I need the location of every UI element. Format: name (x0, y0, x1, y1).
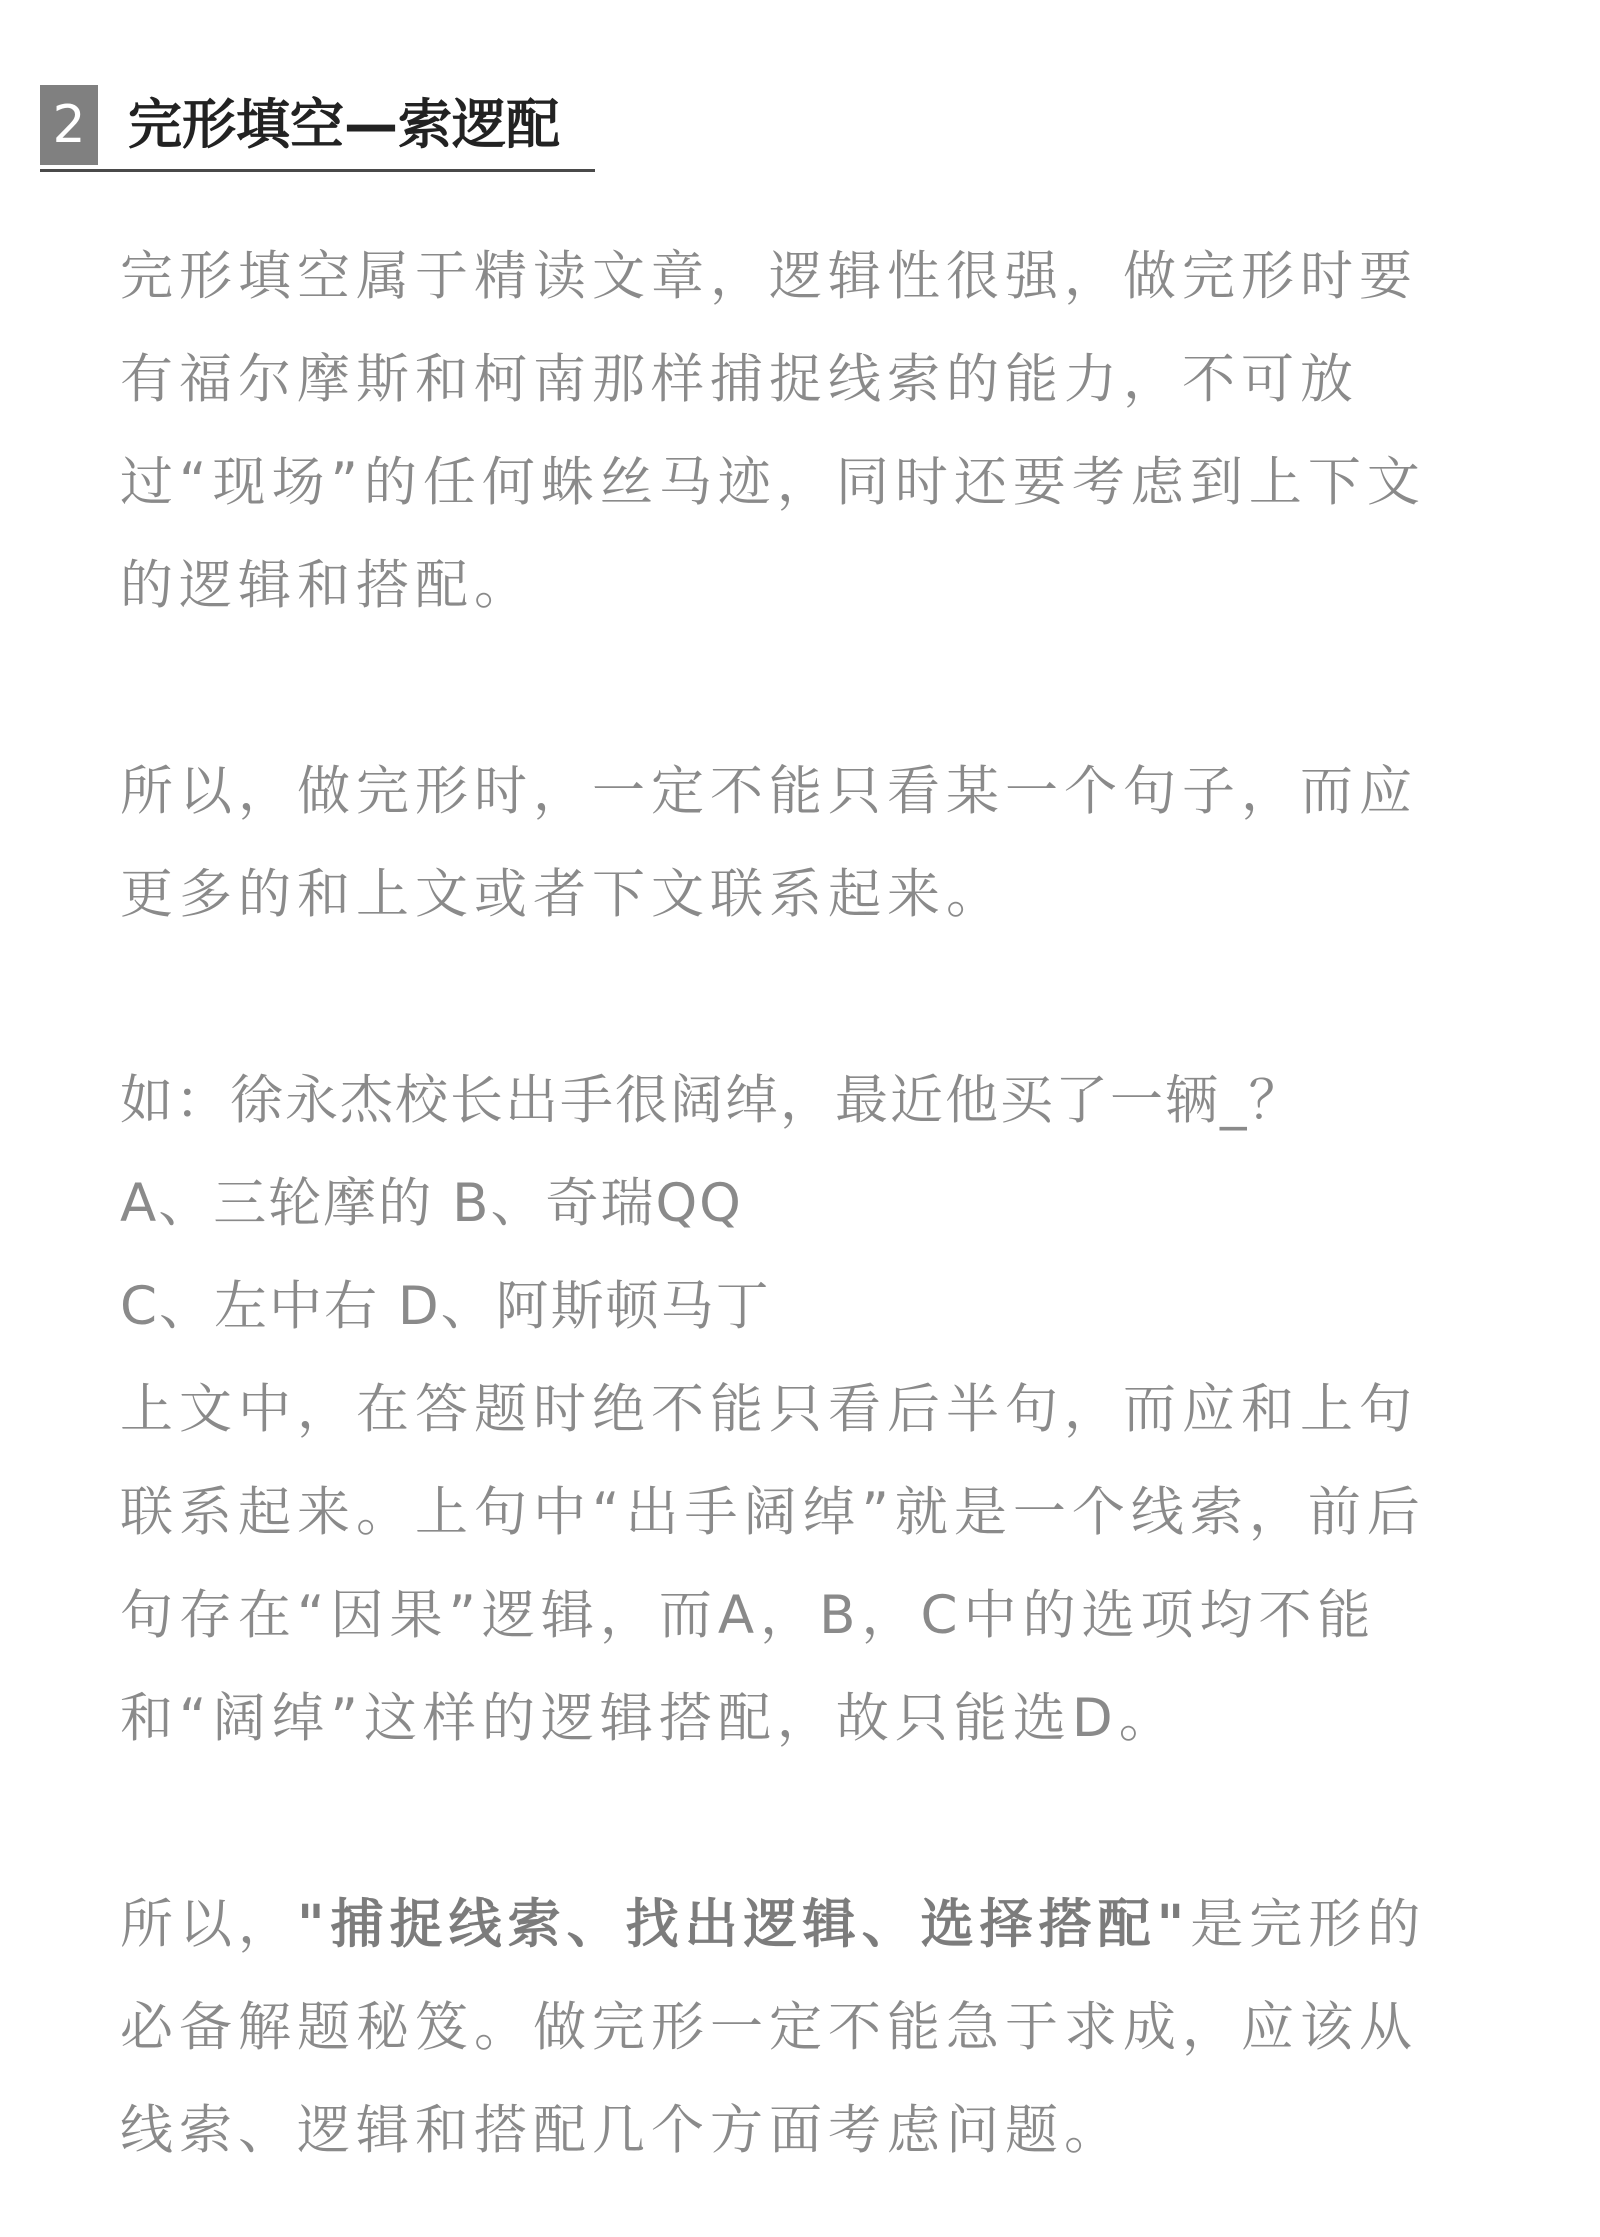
text-line: 所以，做完形时，一定不能只看某一个句子，而应 (120, 761, 1418, 822)
section-number-badge: 2 (40, 85, 98, 165)
paragraph-example (120, 1049, 1475, 1770)
paragraph-spacer (120, 637, 1475, 740)
paragraph-advice (120, 740, 1475, 946)
text-line: 和“阔绰”这样的逻辑搭配，故只能选D。 (120, 1688, 1178, 1749)
paragraph-intro (120, 225, 1475, 637)
example-options-ab: A、三轮摩的 B、奇瑞QQ (120, 1173, 743, 1234)
text-line: 线索、逻辑和搭配几个方面考虑问题。 (120, 2100, 1123, 2161)
text-line: 更多的和上文或者下文联系起来。 (120, 864, 1005, 925)
conclusion-suffix: 是完形的 (1190, 1894, 1427, 1955)
text-line: 完形填空属于精读文章，逻辑性很强，做完形时要 (120, 246, 1418, 307)
section-title-underline (40, 169, 595, 172)
text-line: 联系起来。上句中“出手阔绰”就是一个线索，前后 (120, 1482, 1426, 1543)
example-options-cd: C、左中右 D、阿斯顿马丁 (120, 1276, 771, 1337)
text-line: 上文中，在答题时绝不能只看后半句，而应和上句 (120, 1379, 1418, 1440)
text-line: 过“现场”的任何蛛丝马迹，同时还要考虑到上下文 (120, 452, 1426, 513)
section-title: 完形填空—索逻配 (128, 93, 560, 156)
conclusion-prefix: 所以， (120, 1894, 297, 1955)
example-question: 如：徐永杰校长出手很阔绰，最近他买了一辆_？ (120, 1070, 1304, 1131)
section-header (40, 85, 595, 173)
text-line: 的逻辑和搭配。 (120, 555, 533, 616)
key-strategy-emphasis: "捕捉线索、找出逻辑、选择搭配" (297, 1894, 1191, 1955)
text-line: 必备解题秘笈。做完形一定不能急于求成，应该从 (120, 1997, 1418, 2058)
article-body (120, 225, 1475, 2182)
paragraph-spacer (120, 1770, 1475, 1873)
paragraph-conclusion (120, 1873, 1475, 2182)
text-line: 有福尔摩斯和柯南那样捕捉线索的能力，不可放 (120, 349, 1359, 410)
paragraph-spacer (120, 946, 1475, 1049)
text-line: 句存在“因果”逻辑，而A，B，C中的选项均不能 (120, 1585, 1377, 1646)
text-line (120, 1873, 1475, 1976)
